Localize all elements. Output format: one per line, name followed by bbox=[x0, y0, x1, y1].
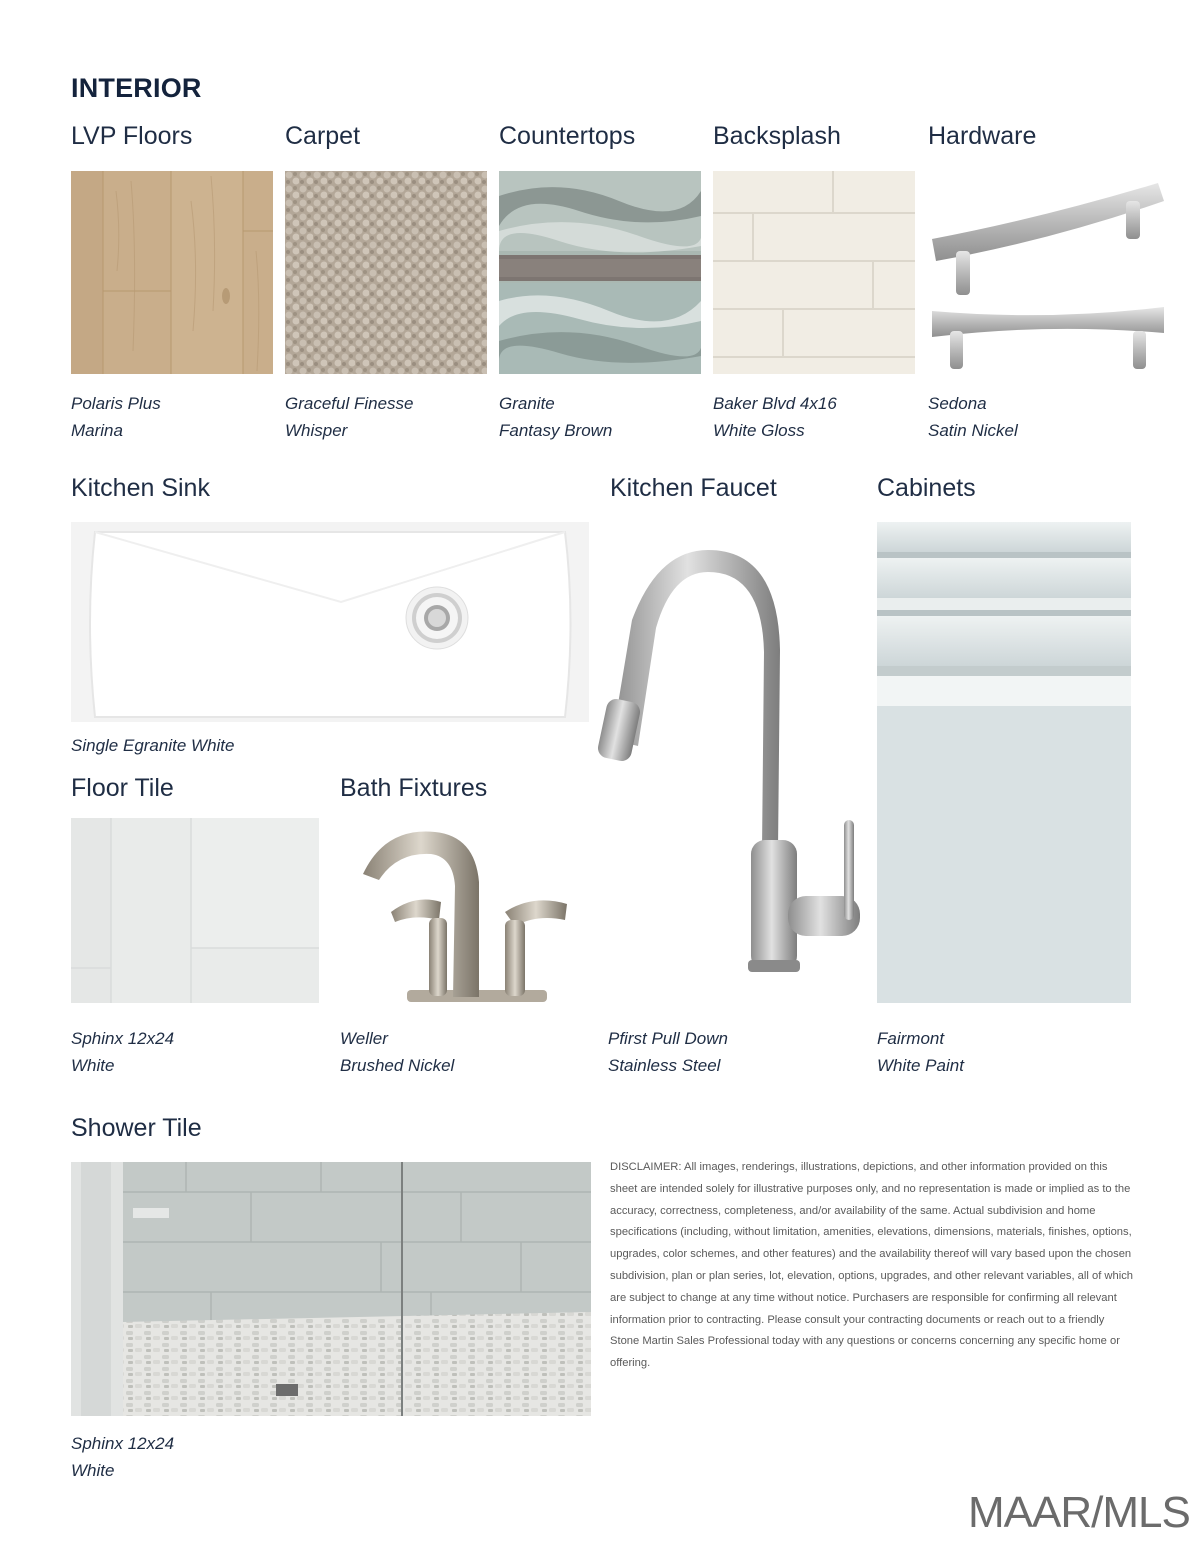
shower-tile-color: White bbox=[71, 1461, 115, 1480]
kitchen-faucet-image bbox=[598, 540, 870, 980]
hardware-title: Hardware bbox=[928, 122, 1037, 150]
shower-drain-icon bbox=[276, 1384, 298, 1396]
bath-fixtures-color: Brushed Nickel bbox=[340, 1056, 455, 1075]
kitchen-sink-image bbox=[71, 522, 589, 722]
cabinets-title: Cabinets bbox=[877, 474, 976, 502]
backsplash-title: Backsplash bbox=[713, 122, 841, 150]
countertops-color: Fantasy Brown bbox=[499, 421, 613, 440]
countertops-caption bbox=[499, 390, 612, 444]
shower-tile-image bbox=[71, 1162, 591, 1416]
bath-fixtures-image bbox=[355, 822, 575, 1007]
countertops-title: Countertops bbox=[499, 122, 636, 150]
backsplash-color: White Gloss bbox=[713, 421, 805, 440]
carpet-color: Whisper bbox=[285, 421, 348, 440]
floor-tile-title: Floor Tile bbox=[71, 774, 174, 802]
disclaimer-text: DISCLAIMER: All images, renderings, illustrations, depictions, and other information provided on this sheet are intended solely for illustrative purposes only, and no representation is made or implied as to the accuracy, correctness, completeness, and/or availability of the same. Actual subdivision and home specifications (including, without limitation, amenities, elevations, dimensions, materials, finishes, options, upgrades, color schemes, and other features) and the availability thereof will vary based upon the chosen subdivision, plan or plan series, lot, elevation, options, upgrades, and other relevant variables, all of which are subject to change at any time without notice. Purchasers are responsible for confirming all relevant information prior to contracting. Please consult your contracting documents or reach out to a friendly Stone Martin Sales Professional today with any questions or concerns concerning any specific home or offering. bbox=[610, 1161, 1134, 1370]
bath-fixtures-caption bbox=[340, 1025, 454, 1079]
kitchen-faucet-color: Stainless Steel bbox=[608, 1056, 721, 1075]
kitchen-sink-name: Single Egranite White bbox=[71, 736, 235, 755]
lvp-floors-title: LVP Floors bbox=[71, 122, 193, 150]
page-heading: INTERIOR bbox=[71, 73, 202, 103]
shower-tile-title: Shower Tile bbox=[71, 1114, 202, 1142]
kitchen-sink-caption bbox=[71, 732, 234, 759]
carpet-name: Graceful Finesse bbox=[285, 394, 414, 413]
carpet-title: Carpet bbox=[285, 122, 361, 150]
cabinets-name: Fairmont bbox=[877, 1029, 945, 1048]
carpet-swatch bbox=[285, 171, 487, 374]
hardware-swatch bbox=[928, 171, 1168, 374]
kitchen-faucet-title: Kitchen Faucet bbox=[610, 474, 777, 502]
cabinets-caption bbox=[877, 1025, 964, 1079]
bath-fixtures-name: Weller bbox=[340, 1029, 388, 1048]
sink-drain-icon bbox=[406, 587, 468, 649]
backsplash-caption bbox=[713, 390, 837, 444]
cabinets-color: White Paint bbox=[877, 1056, 964, 1075]
hardware-color: Satin Nickel bbox=[928, 421, 1018, 440]
lvp-floors-color: Marina bbox=[71, 421, 123, 440]
shower-tile-caption bbox=[71, 1430, 174, 1484]
kitchen-faucet-name: Pfirst Pull Down bbox=[608, 1029, 728, 1048]
lvp-floors-name: Polaris Plus bbox=[71, 394, 161, 413]
shower-tile-name: Sphinx 12x24 bbox=[71, 1434, 175, 1453]
floor-tile-color: White bbox=[71, 1056, 115, 1075]
backsplash-swatch bbox=[713, 171, 915, 374]
lvp-floors-swatch bbox=[71, 171, 273, 374]
backsplash-name: Baker Blvd 4x16 bbox=[713, 394, 837, 413]
countertops-swatch bbox=[499, 171, 701, 374]
carpet-caption bbox=[285, 390, 414, 444]
bath-faucet-icon bbox=[363, 832, 567, 1002]
bath-fixtures-title: Bath Fixtures bbox=[340, 774, 488, 802]
hardware-name: Sedona bbox=[928, 394, 987, 413]
countertops-name: Granite bbox=[499, 394, 555, 413]
mls-watermark: MAAR/MLS bbox=[968, 1488, 1190, 1537]
hardware-caption bbox=[928, 390, 1018, 444]
faucet-icon bbox=[598, 550, 860, 972]
kitchen-sink-title: Kitchen Sink bbox=[71, 474, 210, 502]
floor-tile-swatch bbox=[71, 818, 319, 1003]
floor-tile-caption bbox=[71, 1025, 174, 1079]
kitchen-faucet-caption bbox=[608, 1025, 728, 1079]
floor-tile-name: Sphinx 12x24 bbox=[71, 1029, 175, 1048]
cabinets-swatch bbox=[877, 522, 1131, 1003]
lvp-floors-caption bbox=[71, 390, 161, 444]
